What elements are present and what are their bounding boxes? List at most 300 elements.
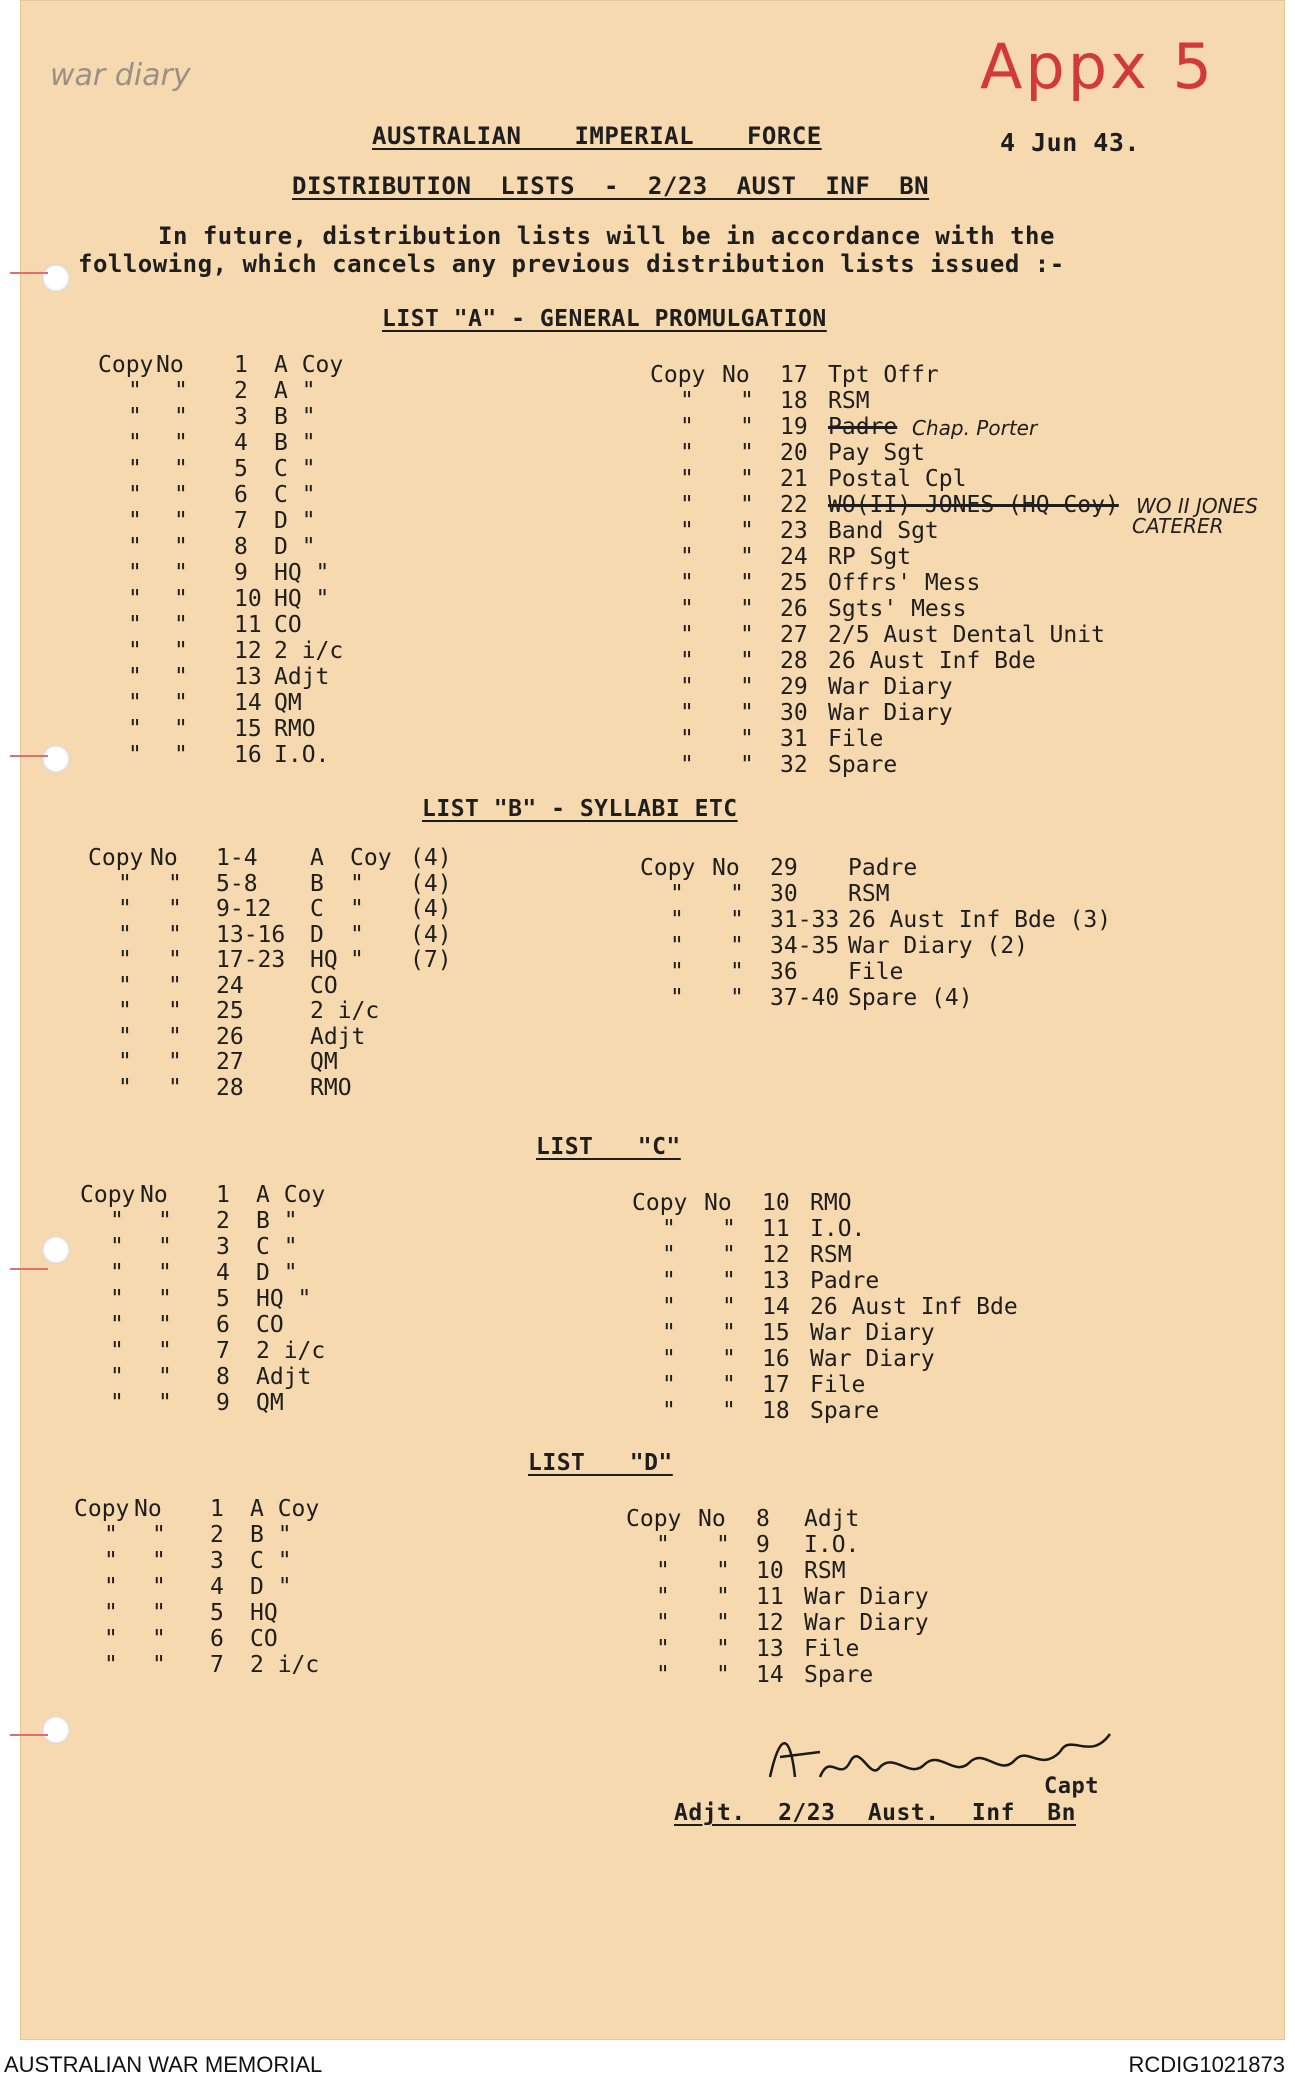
- copy-number: 13: [756, 1636, 784, 1662]
- list-row: [98, 716, 658, 744]
- list-row: [74, 1522, 634, 1550]
- copy-number: 6: [216, 1312, 230, 1338]
- copy-number: 2: [210, 1522, 224, 1548]
- list-row: [98, 508, 658, 536]
- no-label: ": [730, 985, 744, 1011]
- copy-number: 1: [234, 352, 248, 378]
- no-label: ": [740, 518, 754, 544]
- list-row: [640, 855, 1200, 883]
- list-row: [88, 998, 648, 1026]
- destination: CO: [274, 612, 302, 638]
- copy-label: ": [670, 959, 684, 985]
- list-row: [626, 1584, 1186, 1612]
- list-a-title: LIST "A" - GENERAL PROMULGATION: [382, 306, 827, 332]
- no-label: ": [174, 742, 188, 768]
- copy-label: ": [110, 1390, 124, 1416]
- no-label: ": [158, 1390, 172, 1416]
- list-row: [632, 1346, 1192, 1374]
- intro-line-2: following, which cancels any previous distribution lists issued :-: [78, 250, 1065, 278]
- document-subtitle: DISTRIBUTION LISTS - 2/23 AUST INF BN: [292, 172, 930, 200]
- list-row: [88, 845, 648, 873]
- no-label: ": [174, 586, 188, 612]
- no-label: No: [698, 1506, 726, 1532]
- copy-number: 30: [770, 881, 798, 907]
- copy-label: Copy: [74, 1496, 130, 1522]
- list-row: [98, 534, 658, 562]
- list-row: [74, 1548, 634, 1576]
- copy-number: 5-8: [216, 870, 258, 897]
- copy-label: ": [128, 612, 142, 638]
- copy-number: 7: [234, 508, 248, 534]
- copy-number: 24: [216, 972, 244, 999]
- list-row: [650, 700, 1210, 728]
- list-row: [98, 742, 658, 770]
- copy-number: 9: [756, 1532, 770, 1558]
- list-row: [626, 1610, 1186, 1638]
- no-label: No: [704, 1190, 732, 1216]
- destination: War Diary: [810, 1346, 935, 1372]
- copy-label: ": [670, 907, 684, 933]
- copy-label: ": [104, 1574, 118, 1600]
- no-label: ": [174, 456, 188, 482]
- copy-label: ": [110, 1364, 124, 1390]
- copy-label: ": [680, 648, 694, 674]
- copy-number: 28: [780, 648, 808, 674]
- destination: Sgts' Mess: [828, 596, 967, 622]
- punch-hole: [42, 264, 70, 292]
- destination: CO: [256, 1312, 284, 1338]
- copy-number: 5: [210, 1600, 224, 1626]
- copy-number: 14: [234, 690, 262, 716]
- copy-label: ": [118, 921, 132, 948]
- list-c-title: LIST "C": [536, 1134, 681, 1160]
- no-label: ": [740, 648, 754, 674]
- destination: RSM: [810, 1242, 852, 1268]
- no-label: ": [174, 508, 188, 534]
- destination-suffix: ": [350, 921, 364, 948]
- copy-number: 6: [210, 1626, 224, 1652]
- destination: Pay Sgt: [828, 440, 925, 466]
- punch-hole: [42, 1716, 70, 1744]
- destination: File: [828, 726, 884, 752]
- destination: HQ ": [274, 586, 330, 612]
- copy-label: ": [680, 726, 694, 752]
- no-label: ": [740, 440, 754, 466]
- no-label: ": [168, 1023, 182, 1050]
- copy-number: 7: [216, 1338, 230, 1364]
- copy-label: ": [662, 1294, 676, 1320]
- copy-number: 31: [780, 726, 808, 752]
- copy-number: 6: [234, 482, 248, 508]
- list-row: [80, 1364, 640, 1392]
- list-row: [80, 1286, 640, 1314]
- destination: 2 i/c: [310, 998, 380, 1024]
- list-row: [626, 1558, 1186, 1586]
- no-label: ": [174, 378, 188, 404]
- no-label: ": [174, 716, 188, 742]
- no-label: ": [730, 959, 744, 985]
- destination: RP Sgt: [828, 544, 912, 570]
- copy-number: 4: [234, 430, 248, 456]
- quantity: (4): [410, 921, 452, 948]
- copy-number: 37-40: [770, 985, 840, 1011]
- document-date: 4 Jun 43.: [1000, 128, 1140, 157]
- destination: RSM: [804, 1558, 846, 1584]
- no-label: ": [174, 638, 188, 664]
- destination: I.O.: [810, 1216, 866, 1242]
- copy-number: 14: [762, 1294, 790, 1320]
- copy-label: ": [104, 1652, 118, 1678]
- copy-label: ": [680, 518, 694, 544]
- list-row: [650, 726, 1210, 754]
- no-label: ": [174, 612, 188, 638]
- handwritten-caterer: CATERER: [1132, 514, 1224, 538]
- no-label: ": [152, 1522, 166, 1548]
- copy-label: ": [128, 664, 142, 690]
- footer-right: RCDIG1021873: [1128, 2052, 1285, 2077]
- destination: 2 i/c: [250, 1652, 320, 1678]
- no-label: ": [740, 752, 754, 778]
- copy-label: ": [128, 456, 142, 482]
- list-row: [74, 1496, 634, 1524]
- no-label: ": [174, 664, 188, 690]
- copy-number: 34-35: [770, 933, 840, 959]
- copy-label: ": [662, 1372, 676, 1398]
- destination: Tpt Offr: [828, 362, 939, 388]
- copy-number: 12: [234, 638, 262, 664]
- destination: QM: [256, 1390, 284, 1416]
- destination: War Diary: [804, 1584, 929, 1610]
- copy-label: ": [670, 985, 684, 1011]
- copy-number: 13: [762, 1268, 790, 1294]
- document-page: [20, 0, 1285, 2040]
- no-label: ": [152, 1548, 166, 1574]
- destination: HQ: [310, 947, 338, 973]
- copy-number: 10: [756, 1558, 784, 1584]
- destination: C ": [274, 482, 316, 508]
- copy-label: ": [680, 622, 694, 648]
- copy-label: ": [118, 947, 132, 973]
- list-row: [650, 466, 1210, 494]
- copy-number: 11: [756, 1584, 784, 1610]
- list-row: [80, 1234, 640, 1262]
- copy-label: ": [128, 716, 142, 742]
- list-row: [650, 440, 1210, 468]
- copy-label: ": [104, 1548, 118, 1574]
- list-row: [632, 1398, 1192, 1426]
- no-label: ": [740, 674, 754, 700]
- copy-number: 36: [770, 959, 798, 985]
- list-row: [650, 518, 1210, 546]
- destination: Spare: [810, 1398, 880, 1424]
- no-label: ": [158, 1364, 172, 1390]
- no-label: ": [158, 1208, 172, 1234]
- copy-label: ": [128, 508, 142, 534]
- destination: HQ: [250, 1600, 278, 1626]
- margin-mark: [10, 1734, 48, 1736]
- list-row: [640, 907, 1200, 935]
- no-label: ": [740, 622, 754, 648]
- list-row: [80, 1260, 640, 1288]
- no-label: ": [730, 933, 744, 959]
- copy-label: ": [662, 1346, 676, 1372]
- copy-label: ": [662, 1268, 676, 1294]
- copy-number: 2: [216, 1208, 230, 1234]
- destination-suffix: ": [350, 947, 364, 973]
- no-label: ": [722, 1242, 736, 1268]
- list-row: [626, 1506, 1186, 1534]
- copy-label: Copy: [632, 1190, 688, 1216]
- list-row: [98, 482, 658, 510]
- copy-number: 14: [756, 1662, 784, 1688]
- copy-number: 24: [780, 544, 808, 570]
- no-label: ": [152, 1600, 166, 1626]
- copy-label: ": [680, 492, 694, 518]
- list-row: [650, 570, 1210, 598]
- list-row: [650, 544, 1210, 572]
- list-row: [632, 1320, 1192, 1348]
- copy-number: 5: [216, 1286, 230, 1312]
- destination: A: [310, 845, 324, 871]
- list-row: [80, 1208, 640, 1236]
- destination: Adjt: [274, 664, 330, 690]
- destination: C ": [256, 1234, 298, 1260]
- copy-label: ": [656, 1532, 670, 1558]
- destination: Adjt: [310, 1023, 366, 1050]
- copy-number: 3: [210, 1548, 224, 1574]
- pencil-annotation: war diary: [50, 58, 191, 93]
- destination: War Diary: [828, 674, 953, 700]
- destination: 2/5 Aust Dental Unit: [828, 622, 1105, 648]
- list-row: [98, 586, 658, 614]
- copy-number: 29: [770, 855, 798, 881]
- list-row: [88, 1024, 648, 1052]
- copy-label: ": [656, 1558, 670, 1584]
- copy-number: 3: [216, 1234, 230, 1260]
- copy-label: ": [656, 1662, 670, 1688]
- list-row: [640, 985, 1200, 1013]
- no-label: ": [740, 570, 754, 596]
- copy-number: 16: [762, 1346, 790, 1372]
- copy-number: 28: [216, 1074, 244, 1101]
- no-label: ": [174, 690, 188, 716]
- list-row: [88, 896, 648, 924]
- no-label: ": [158, 1286, 172, 1312]
- copy-number: 9: [234, 560, 248, 586]
- punch-hole: [42, 1236, 70, 1264]
- copy-label: ": [680, 752, 694, 778]
- copy-label: ": [680, 570, 694, 596]
- appendix-annotation: Appx 5: [980, 30, 1215, 103]
- copy-label: ": [104, 1600, 118, 1626]
- copy-number: 10: [762, 1190, 790, 1216]
- copy-number: 20: [780, 440, 808, 466]
- no-label: ": [168, 972, 182, 999]
- copy-number: 22: [780, 492, 808, 518]
- copy-label: ": [662, 1216, 676, 1242]
- list-row: [640, 933, 1200, 961]
- copy-number: 1: [210, 1496, 224, 1522]
- no-label: No: [140, 1182, 168, 1208]
- list-row: [640, 959, 1200, 987]
- copy-number: 30: [780, 700, 808, 726]
- copy-number: 13: [234, 664, 262, 690]
- destination: Padre: [848, 855, 918, 881]
- copy-label: ": [118, 896, 132, 922]
- copy-number: 8: [216, 1364, 230, 1390]
- list-row: [80, 1390, 640, 1418]
- list-row: [88, 947, 648, 975]
- list-row: [650, 388, 1210, 416]
- list-row: [640, 881, 1200, 909]
- copy-label: ": [680, 674, 694, 700]
- no-label: ": [168, 947, 182, 973]
- copy-number: 3: [234, 404, 248, 430]
- signature-appointment: Adjt. 2/23 Aust. Inf Bn: [674, 1800, 1076, 1826]
- destination: HQ ": [256, 1286, 312, 1312]
- destination: RMO: [810, 1190, 852, 1216]
- list-row: [650, 362, 1210, 390]
- copy-label: ": [118, 998, 132, 1024]
- copy-label: ": [110, 1286, 124, 1312]
- destination: RMO: [274, 716, 316, 742]
- copy-label: ": [118, 1074, 132, 1101]
- destination: A Coy: [256, 1182, 326, 1208]
- quantity: (4): [410, 845, 452, 871]
- copy-number: 18: [762, 1398, 790, 1424]
- destination: Padre: [810, 1268, 880, 1294]
- list-row: [632, 1372, 1192, 1400]
- list-row: [74, 1574, 634, 1602]
- copy-number: 15: [234, 716, 262, 742]
- no-label: ": [722, 1346, 736, 1372]
- no-label: ": [158, 1260, 172, 1286]
- copy-label: ": [662, 1242, 676, 1268]
- no-label: ": [722, 1216, 736, 1242]
- copy-number: 9-12: [216, 896, 272, 922]
- copy-label: Copy: [640, 855, 696, 881]
- list-row: [88, 1049, 648, 1077]
- list-row: [98, 612, 658, 640]
- no-label: ": [174, 560, 188, 586]
- destination: RSM: [848, 881, 890, 907]
- quantity: (7): [410, 947, 452, 973]
- copy-number: 11: [762, 1216, 790, 1242]
- copy-number: 15: [762, 1320, 790, 1346]
- copy-label: ": [680, 414, 694, 440]
- copy-label: ": [680, 388, 694, 414]
- list-row: [650, 414, 1210, 442]
- no-label: ": [174, 482, 188, 508]
- list-row: [632, 1294, 1192, 1322]
- destination: A Coy: [274, 352, 344, 378]
- destination: War Diary: [810, 1320, 935, 1346]
- no-label: ": [716, 1636, 730, 1662]
- copy-label: ": [680, 700, 694, 726]
- copy-number: 17: [762, 1372, 790, 1398]
- destination: WO(II) JONES (HQ Coy): [828, 492, 1119, 518]
- list-row: [626, 1662, 1186, 1690]
- no-label: ": [174, 534, 188, 560]
- destination: B ": [256, 1208, 298, 1234]
- copy-number: 16: [234, 742, 262, 768]
- copy-number: 17-23: [216, 947, 286, 973]
- copy-label: ": [128, 404, 142, 430]
- copy-label: ": [128, 378, 142, 404]
- margin-mark: [10, 755, 48, 757]
- copy-number: 4: [216, 1260, 230, 1286]
- copy-number: 25: [780, 570, 808, 596]
- no-label: ": [740, 544, 754, 570]
- copy-number: 8: [756, 1506, 770, 1532]
- no-label: ": [740, 726, 754, 752]
- destination: I.O.: [274, 742, 330, 768]
- list-row: [98, 456, 658, 484]
- no-label: ": [174, 404, 188, 430]
- no-label: ": [152, 1652, 166, 1678]
- list-row: [88, 871, 648, 899]
- destination: D ": [274, 534, 316, 560]
- list-row: [74, 1600, 634, 1628]
- copy-label: ": [118, 870, 132, 897]
- destination: Adjt: [804, 1506, 860, 1532]
- copy-number: 12: [756, 1610, 784, 1636]
- no-label: ": [722, 1268, 736, 1294]
- destination: 26 Aust Inf Bde (3): [848, 907, 1112, 933]
- destination: B: [310, 870, 324, 897]
- copy-label: ": [128, 742, 142, 768]
- destination: Spare: [828, 752, 898, 778]
- signature-rank: Capt: [1044, 1774, 1099, 1799]
- list-row: [650, 596, 1210, 624]
- no-label: ": [740, 466, 754, 492]
- destination: Spare (4): [848, 985, 973, 1011]
- destination: C: [310, 896, 324, 922]
- destination: QM: [310, 1049, 338, 1075]
- list-row: [98, 404, 658, 432]
- list-row: [98, 690, 658, 718]
- list-row: [80, 1338, 640, 1366]
- copy-number: 5: [234, 456, 248, 482]
- no-label: ": [168, 998, 182, 1024]
- no-label: ": [740, 700, 754, 726]
- copy-label: ": [680, 466, 694, 492]
- destination: B ": [250, 1522, 292, 1548]
- copy-label: ": [128, 560, 142, 586]
- list-row: [74, 1626, 634, 1654]
- margin-mark: [10, 272, 48, 274]
- copy-number: 11: [234, 612, 262, 638]
- no-label: No: [134, 1496, 162, 1522]
- list-row: [650, 674, 1210, 702]
- copy-label: Copy: [98, 352, 154, 378]
- destination: RMO: [310, 1074, 352, 1101]
- list-row: [632, 1190, 1192, 1218]
- copy-label: ": [656, 1610, 670, 1636]
- no-label: ": [168, 896, 182, 922]
- destination: War Diary (2): [848, 933, 1029, 959]
- copy-label: ": [128, 430, 142, 456]
- copy-label: Copy: [626, 1506, 682, 1532]
- no-label: ": [158, 1312, 172, 1338]
- list-row: [88, 973, 648, 1001]
- copy-label: ": [680, 544, 694, 570]
- copy-label: ": [118, 972, 132, 999]
- no-label: ": [152, 1626, 166, 1652]
- copy-number: 17: [780, 362, 808, 388]
- copy-label: ": [128, 638, 142, 664]
- destination: Padre: [828, 414, 898, 440]
